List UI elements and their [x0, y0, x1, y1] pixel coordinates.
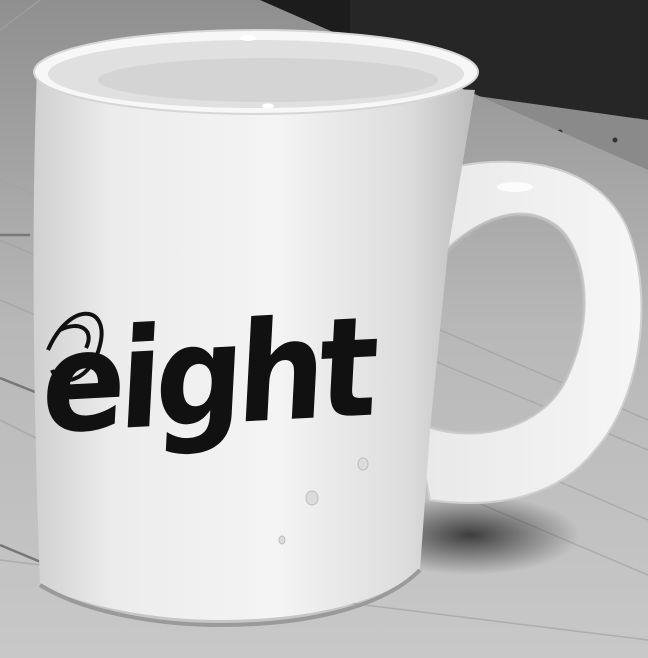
mug-logo-text: eight	[38, 284, 416, 466]
mug-inside-depth	[98, 58, 438, 102]
rim-highlight	[240, 35, 256, 41]
rim-highlight-2	[262, 104, 274, 109]
handle-highlight	[497, 182, 533, 192]
